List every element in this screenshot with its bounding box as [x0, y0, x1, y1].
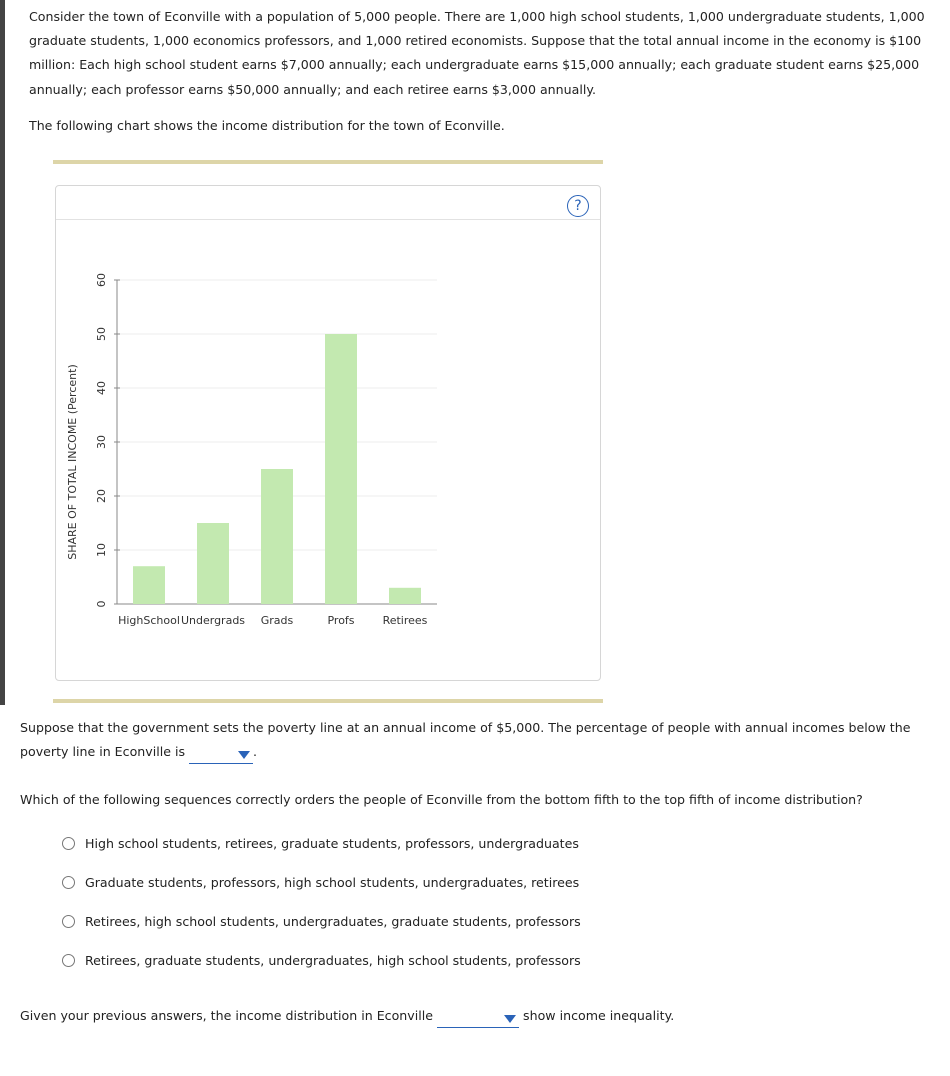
- x-tick-label: Profs: [327, 614, 355, 627]
- y-tick-label: 50: [95, 327, 108, 341]
- q3-text-before: Given your previous answers, the income distribution in Econville: [20, 1008, 433, 1023]
- option-4-label: Retirees, graduate students, undergraduates, high school students, professors: [85, 953, 581, 968]
- radio-option-3[interactable]: [62, 915, 75, 928]
- bar-grads: [261, 469, 293, 604]
- option-2[interactable]: [62, 875, 579, 890]
- top-divider: [53, 160, 603, 164]
- radio-option-4[interactable]: [62, 954, 75, 967]
- bar-profs: [325, 334, 357, 604]
- bottom-divider: [53, 699, 603, 703]
- x-tick-label: Grads: [260, 614, 294, 627]
- q3-paragraph: [20, 1004, 674, 1028]
- option-3-label: Retirees, high school students, undergraduates, graduate students, professors: [85, 914, 581, 929]
- y-tick-label: 30: [95, 435, 108, 449]
- bar-retirees: [389, 588, 421, 604]
- q1-period: .: [253, 744, 258, 759]
- chart-intro: The following chart shows the income distribution for the town of Econville.: [29, 118, 505, 133]
- q3-text-after: show income inequality.: [523, 1008, 675, 1023]
- x-tick-label: Retirees: [382, 614, 428, 627]
- q1-text: Suppose that the government sets the poverty line at an annual income of $5,000. The percentage of people with annual incomes below the poverty line in Econville is: [20, 720, 911, 759]
- y-tick-label: 40: [95, 381, 108, 395]
- y-tick-label: 10: [95, 543, 108, 557]
- q2-prompt: Which of the following sequences correctly orders the people of Econville from the bottom fifth to the top fifth of income distribution?: [20, 792, 863, 807]
- help-icon[interactable]: ?: [567, 195, 589, 217]
- radio-option-2[interactable]: [62, 876, 75, 889]
- y-axis-title: SHARE OF TOTAL INCOME (Percent): [66, 364, 79, 560]
- left-edge-bar: [0, 0, 5, 705]
- bar-undergrads: [197, 523, 229, 604]
- x-tick-label: Undergrads: [180, 614, 246, 627]
- y-tick-label: 60: [95, 273, 108, 287]
- caret-down-icon: [504, 1015, 516, 1023]
- intro-paragraph: Consider the town of Econville with a population of 5,000 people. There are 1,000 high school students, 1,000 undergraduate students, 1,000 graduate students, 1,000 economics professors, and 1,000 retired economists. Suppose that the total annual income in the economy is $100 million: Each high school student earns $7,000 annually; each undergraduate earns $15,000 annually; each graduate student earns $25,000 annually; each professor earns $50,000 annually; and each retiree earns $3,000 annually.: [29, 9, 925, 97]
- y-tick-label: 0: [95, 600, 108, 608]
- q1-paragraph: [20, 716, 920, 764]
- poverty-percent-dropdown[interactable]: [189, 746, 253, 764]
- option-3[interactable]: [62, 914, 581, 929]
- bar-chart: [55, 185, 599, 679]
- inequality-dropdown[interactable]: [437, 1010, 519, 1028]
- radio-option-1[interactable]: [62, 837, 75, 850]
- bar-highschool: [133, 566, 165, 604]
- option-1[interactable]: [62, 836, 579, 851]
- option-2-label: Graduate students, professors, high school students, undergraduates, retirees: [85, 875, 580, 890]
- y-tick-label: 20: [95, 489, 108, 503]
- x-tick-label: HighSchool: [118, 614, 180, 627]
- option-1-label: High school students, retirees, graduate students, professors, undergraduates: [85, 836, 579, 851]
- option-4[interactable]: [62, 953, 581, 968]
- caret-down-icon: [238, 751, 250, 759]
